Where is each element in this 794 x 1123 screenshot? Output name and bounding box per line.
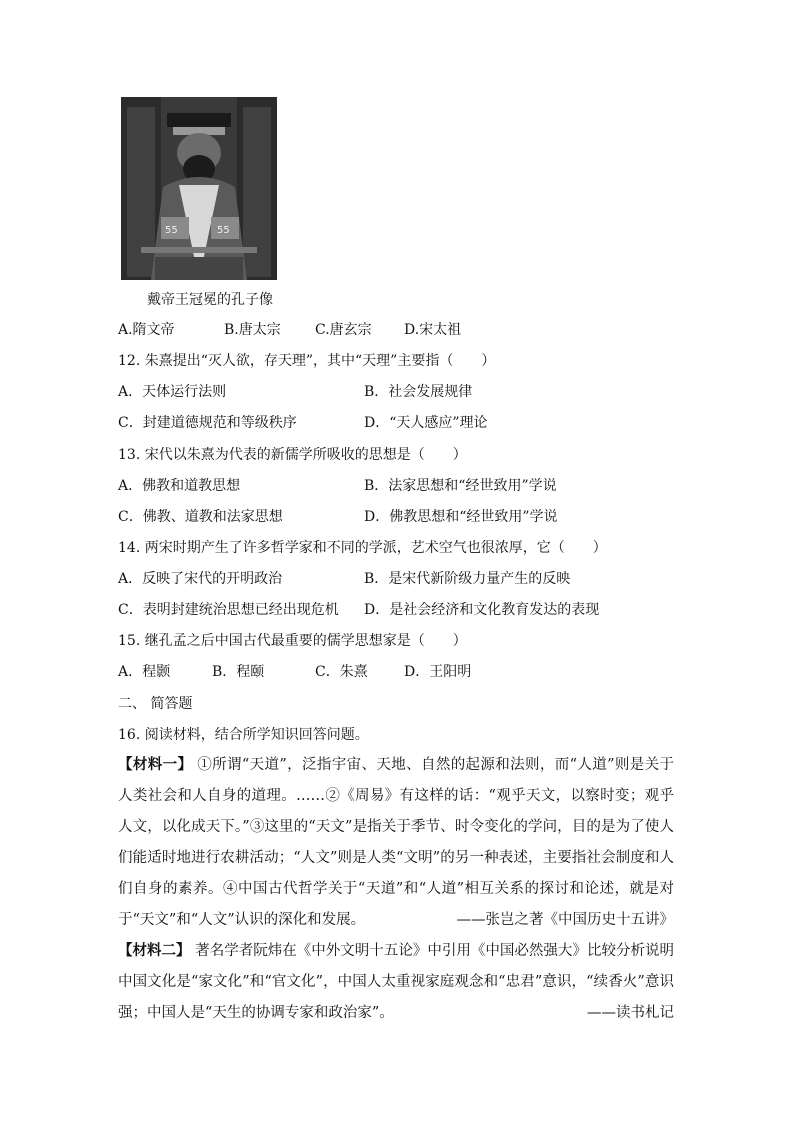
q11-option-a: A.隋文帝 <box>118 322 175 338</box>
q14-option-c: C．表明封建统治思想已经出现危机 <box>118 602 339 618</box>
q13-stem: 13. 宋代以朱熹为代表的新儒学所吸收的思想是（ ） <box>118 447 467 463</box>
q12-option-a: A．天体运行法则 <box>118 384 227 400</box>
q15-option-b: B．程颐 <box>212 664 265 680</box>
q16-stem: 16. 阅读材料，结合所学知识回答问题。 <box>118 727 369 743</box>
q12-option-b: B．社会发展规律 <box>364 384 473 400</box>
q13-option-a: A．佛教和道教思想 <box>118 478 241 494</box>
q12-option-c: C．封建道德规范和等级秩序 <box>118 415 297 431</box>
q14-option-d: D．是社会经济和文化教育发达的表现 <box>364 602 600 618</box>
figure-caption: 戴帝王冠冕的孔子像 <box>147 292 273 308</box>
svg-text:55: 55 <box>217 225 230 236</box>
q13-option-b: B．法家思想和“经世致用”学说 <box>364 478 557 494</box>
material-two <box>118 935 674 1029</box>
q14-stem: 14. 两宋时期产生了许多哲学家和不同的学派，艺术空气也很浓厚，它（ ） <box>118 540 607 556</box>
material-one-tag: 【材料一】 <box>118 756 193 773</box>
material-two-source: ——读书札记 <box>587 1005 674 1021</box>
q14-option-b: B．是宋代新阶级力量产生的反映 <box>364 571 571 587</box>
q11-option-d: D.宋太祖 <box>404 322 462 338</box>
q12-stem: 12. 朱熹提出“灭人欲，存天理”，其中“天理”主要指（ ） <box>118 353 496 369</box>
q13-option-d: D．佛教思想和“经世致用”学说 <box>364 509 558 525</box>
material-one-source: ——张岂之著《中国历史十五讲》 <box>456 912 674 928</box>
q15-stem: 15. 继孔孟之后中国古代最重要的儒学思想家是（ ） <box>118 633 467 649</box>
section-title: 二、 简答题 <box>118 696 193 712</box>
confucius-portrait-image <box>121 97 277 280</box>
q14-option-a: A．反映了宋代的开明政治 <box>118 571 283 587</box>
q12-option-d: D．“天人感应”理论 <box>364 415 488 431</box>
q13-option-c: C．佛教、道教和法家思想 <box>118 509 283 525</box>
material-one-text: ①所谓“天道”，泛指宇宙、天地、自然的起源和法则，而“人道”则是关于人类社会和人自身的道理。……②《周易》有这样的话：“观乎天文，以察时变；观乎人文，以化成天下。”③这里的“天文”是指关于季节、时令变化的学问，目的是为了使人们能适时地进行农耕活动；“人文”则是人类“文明”的另一种表述，主要指社会制度和人们自身的素养。④中国古代哲学关于“天道”和“人道”相互关系的探讨和论述，就是对于“天文”和“人文”认识的深化和发展。 <box>118 757 674 928</box>
q15-option-c: C．朱熹 <box>315 664 368 680</box>
material-one <box>118 749 674 936</box>
q11-option-c: C.唐玄宗 <box>315 322 372 338</box>
q15-option-a: A．程颢 <box>118 664 171 680</box>
material-two-tag: 【材料二】 <box>118 942 191 959</box>
q11-option-b: B.唐太宗 <box>224 322 281 338</box>
svg-text:55: 55 <box>165 225 178 236</box>
q15-option-d: D．王阳明 <box>404 664 472 680</box>
material-two-text: 著名学者阮炜在《中外文明十五论》中引用《中国必然强大》比较分析说明中国文化是“家文化”和“官文化”，中国人太重视家庭观念和“忠君”意识，“续香火”意识强；中国人是“天生的协调专家和政治家”。 <box>118 943 675 1021</box>
confucius-portrait-graphic <box>121 97 277 280</box>
